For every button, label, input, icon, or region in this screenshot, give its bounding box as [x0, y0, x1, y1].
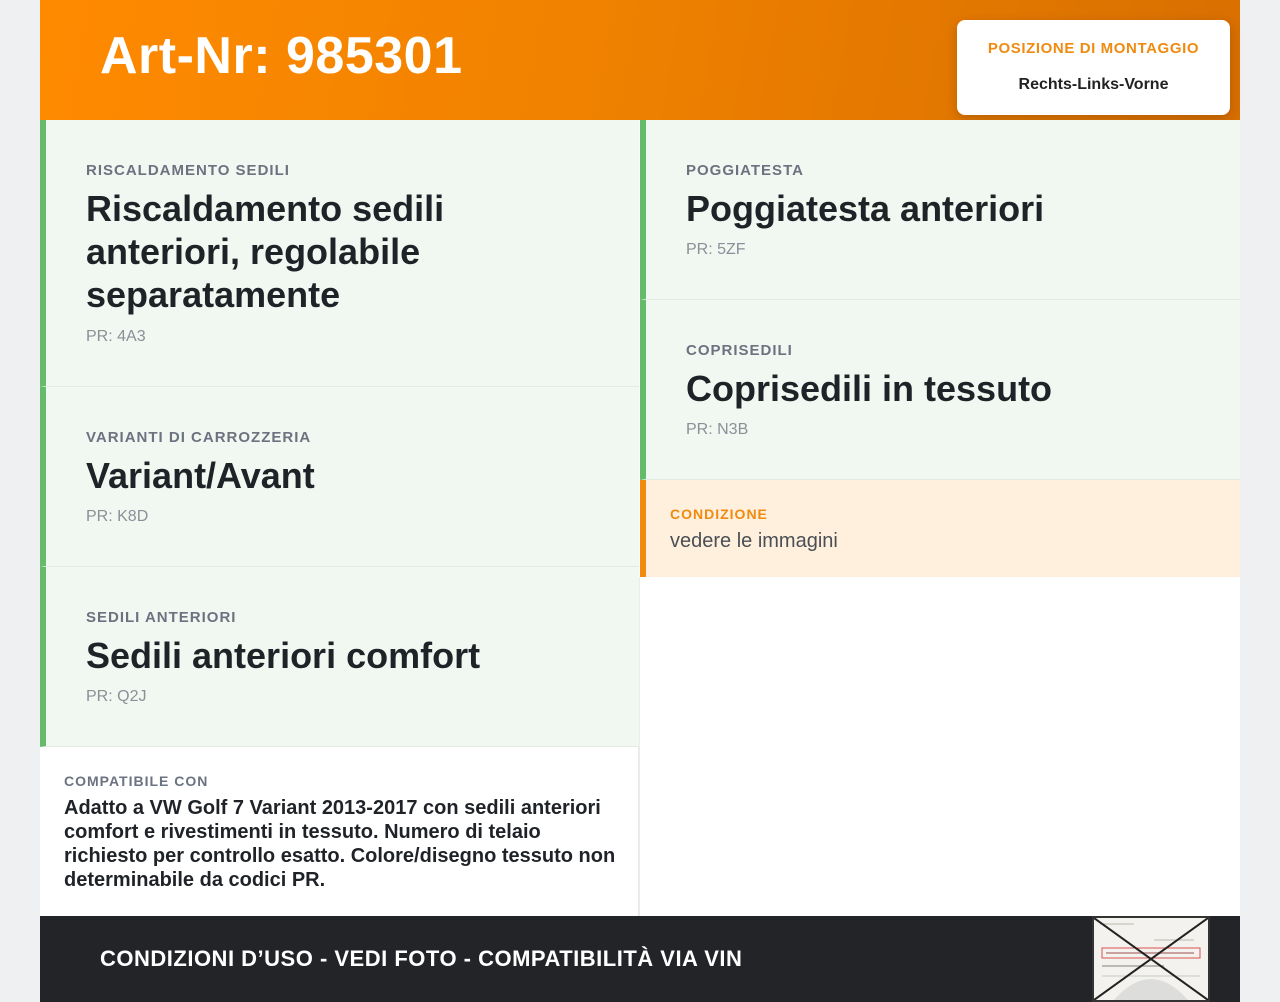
feature-pr-code: PR: 5ZF — [686, 241, 746, 258]
article-number-title: Art-Nr: 985301 — [100, 27, 463, 85]
mounting-position-value: Rechts-Links-Vorne — [1018, 76, 1169, 93]
feature-pr-code: PR: 4A3 — [86, 328, 146, 345]
compatibility-label: COMPATIBILE CON — [64, 773, 209, 789]
column-divider — [639, 577, 640, 916]
feature-card-headrest — [640, 120, 1240, 300]
feature-card-body-variant — [40, 387, 639, 567]
feature-pr-code: PR: K8D — [86, 508, 149, 525]
condition-card — [640, 480, 1240, 577]
feature-label: POGGIATESTA — [686, 162, 804, 179]
product-sheet — [40, 0, 1240, 1002]
vin-sticker-image — [1094, 918, 1208, 1000]
vin-sticker-thumbnail[interactable] — [1092, 916, 1210, 1002]
feature-value: Variant/Avant — [86, 455, 315, 496]
condition-label: CONDIZIONE — [670, 506, 768, 522]
feature-label: RISCALDAMENTO SEDILI — [86, 162, 290, 179]
header-bar — [40, 0, 1240, 120]
feature-value: Sedili anteriori comfort — [86, 635, 481, 676]
compatibility-section — [40, 747, 639, 916]
footer-bar — [40, 916, 1240, 1002]
feature-value: Poggiatesta anteriori — [686, 188, 1045, 229]
feature-value: Coprisedili in tessuto — [686, 368, 1053, 409]
feature-value: Riscaldamento sedili anteriori, regolabile separatamente — [86, 188, 445, 315]
feature-pr-code: PR: Q2J — [86, 688, 147, 705]
feature-pr-code: PR: N3B — [686, 421, 749, 438]
feature-label: COPRISEDILI — [686, 342, 793, 359]
feature-label: SEDILI ANTERIORI — [86, 609, 237, 626]
condition-value: vedere le immagini — [670, 530, 838, 552]
feature-card-front-seats — [40, 567, 639, 747]
feature-label: VARIANTI DI CARROZZERIA — [86, 429, 312, 446]
feature-card-seat-covers — [640, 300, 1240, 480]
feature-card-seat-heating — [40, 120, 639, 387]
footer-text: CONDIZIONI D’USO - VEDI FOTO - COMPATIBILITÀ VIA VIN — [100, 946, 743, 971]
mounting-position-label: POSIZIONE DI MONTAGGIO — [987, 40, 1200, 57]
mounting-position-card — [957, 20, 1230, 115]
compatibility-text: Adatto a VW Golf 7 Variant 2013-2017 con sedili anteriori comfort e rivestimenti in tessuto. Numero di telaio richiesto per controllo esatto. Colore/disegno tessuto non determinabile da codici PR. — [64, 797, 616, 891]
